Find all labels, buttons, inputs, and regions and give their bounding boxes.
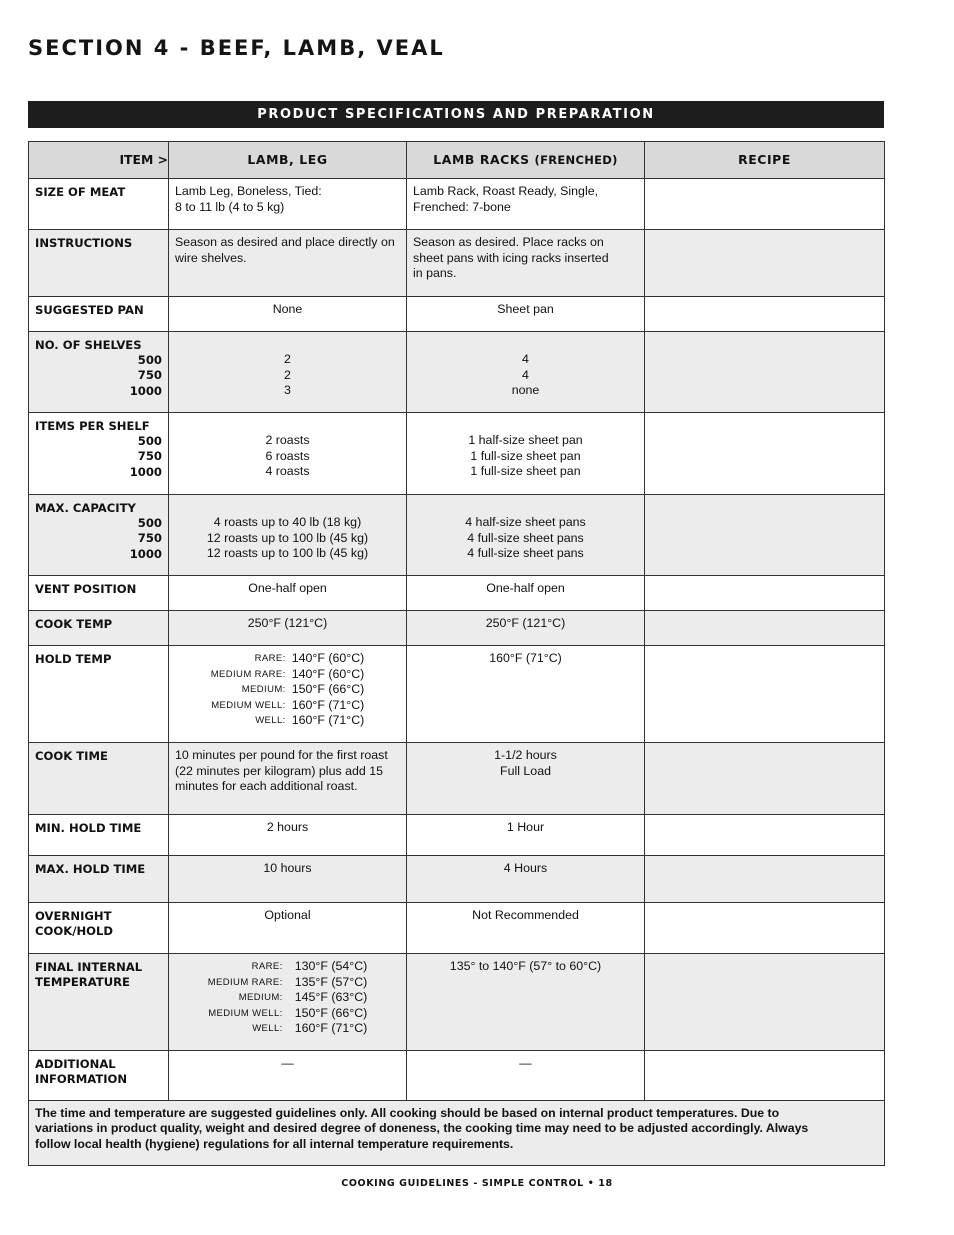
lamb-racks-cell: 135° to 140°F (57° to 60°C) [449,959,602,973]
line: (22 minutes per kilogram) plus add 15 [175,763,383,778]
table-row [29,903,885,954]
recipe-cell [645,576,885,611]
line: minutes for each additional roast. [175,779,358,794]
temperature-value: 160°F (71°C) [291,697,365,712]
table-row [29,1051,885,1101]
table-row [29,646,885,743]
label-text: TEMPERATURE [35,975,130,990]
lamb-leg-cell [169,332,406,399]
line: follow local health (hygiene) regulations for all internal temperature requirements. [35,1136,514,1151]
lamb-racks-cell: 160°F (71°C) [489,651,562,665]
size-label: 750 [137,449,162,464]
lamb-racks-cell: One-half open [486,581,565,595]
lamb-racks-cell [407,179,644,215]
doneness-list [175,651,400,729]
row-label: INSTRUCTIONS [35,236,133,250]
table-row [29,743,885,815]
doneness-label: MEDIUM RARE: [207,976,283,988]
line: Season as desired and place directly on [175,235,395,249]
recipe-cell [645,413,885,495]
line: 1 full-size sheet pan [470,464,581,479]
table-row [29,856,885,903]
size-label: 1000 [129,546,162,561]
item-header: ITEM > [29,142,169,179]
label-text: ITEMS PER SHELF [35,419,150,433]
temperature-value: 130°F (54°C) [294,959,368,973]
line: The time and temperature are suggested guidelines only. All cooking should be based on internal product temperatures. Due to [35,1106,780,1120]
line: 12 roasts up to 100 lb (45 kg) [206,546,369,561]
lamb-leg-cell: 2 hours [266,820,309,834]
size-label: 1000 [129,464,162,479]
row-label [29,903,168,939]
lamb-racks-header [407,142,645,179]
recipe-cell [645,179,885,230]
page-title: SECTION 4 - BEEF, LAMB, VEAL [28,36,445,60]
line: 4 full-size sheet pans [467,530,584,545]
line: wire shelves. [175,250,247,265]
label-text: MAX. CAPACITY [35,501,136,515]
lamb-racks-cell: Not Recommended [472,908,579,922]
doneness-label: MEDIUM: [238,992,283,1004]
lamb-racks-cell [407,495,644,562]
line: 2 roasts [265,433,310,447]
lamb-leg-cell [169,495,406,562]
lamb-leg-cell [169,413,406,480]
doneness-label: RARE: [254,653,286,664]
recipe-cell [645,815,885,856]
line: 4 roasts [265,464,310,479]
line: none [511,383,540,398]
line: 1 half-size sheet pan [468,433,583,447]
doneness-list [175,959,400,1037]
line: sheet pans with icing racks inserted [413,250,609,265]
guidelines-note [29,1101,884,1152]
line: 6 roasts [265,448,310,463]
line: 3 [284,383,291,398]
lamb-racks-title: LAMB RACKS [433,151,530,167]
temperature-value: 145°F (63°C) [294,990,368,1005]
row-label: SUGGESTED PAN [35,303,144,317]
recipe-cell [645,230,885,297]
line: 1-1/2 hours [494,748,557,762]
line: 8 to 11 lb (4 to 5 kg) [175,199,285,214]
line: 4 roasts up to 40 lb (18 kg) [213,515,362,529]
row-label [29,1051,168,1087]
recipe-cell [645,743,885,815]
specifications-table [28,141,885,1166]
table-row [29,230,885,297]
doneness-label: WELL: [255,715,286,727]
row-label: MIN. HOLD TIME [35,821,142,835]
lamb-leg-cell [169,230,406,266]
page-footer: COOKING GUIDELINES - SIMPLE CONTROL • 18 [341,1178,613,1189]
label-text: FINAL INTERNAL [35,960,143,974]
label-text: NO. OF SHELVES [35,338,142,352]
lamb-leg-cell [169,179,406,215]
line: 10 minutes per pound for the first roast [175,748,388,762]
lamb-leg-cell: Optional [264,908,311,922]
row-label: MAX. HOLD TIME [35,862,146,876]
label-text: INFORMATION [35,1072,128,1087]
lamb-racks-cell [407,230,644,282]
lamb-racks-cell: 4 Hours [503,861,548,875]
size-label: 500 [137,434,162,449]
size-label: 750 [137,368,162,383]
temperature-value: 140°F (60°C) [291,651,365,665]
table-row [29,413,885,495]
lamb-leg-cell [169,646,406,729]
lamb-racks-cell [407,332,644,399]
lamb-leg-cell: 10 hours [263,861,312,875]
line: Lamb Rack, Roast Ready, Single, [413,184,599,198]
line: in pans. [413,266,457,281]
recipe-cell [645,954,885,1051]
label-text: OVERNIGHT [35,909,112,923]
recipe-cell [645,332,885,413]
temperature-value: 160°F (71°C) [291,713,365,728]
label-text: ADDITIONAL [35,1057,116,1071]
doneness-label: MEDIUM WELL: [211,699,286,711]
table-row [29,495,885,576]
row-label: HOLD TEMP [35,652,112,666]
table-row [29,611,885,646]
table-row [29,1101,885,1166]
row-label [29,495,168,562]
recipe-cell [645,495,885,576]
line: variations in product quality, weight and desired degree of doneness, the cooking time may need to be adjusted accordingly. Always [35,1121,809,1136]
row-label: SIZE OF MEAT [35,185,126,199]
temperature-value: 140°F (60°C) [291,666,365,681]
table-header-row [29,142,885,179]
lamb-leg-header: LAMB, LEG [169,142,407,179]
lamb-racks-cell: Sheet pan [497,302,554,316]
lamb-racks-subtitle: (FRENCHED) [534,152,618,167]
label-text: COOK/HOLD [35,924,114,939]
temperature-value: 150°F (66°C) [294,1005,368,1020]
doneness-label: MEDIUM WELL: [208,1007,283,1019]
section-banner: PRODUCT SPECIFICATIONS AND PREPARATION [28,101,884,128]
recipe-cell [645,856,885,903]
recipe-cell [645,646,885,743]
row-label: COOK TIME [35,749,108,763]
doneness-label: RARE: [251,961,283,972]
lamb-racks-cell [407,413,644,480]
size-label: 750 [137,531,162,546]
line: 4 [522,352,529,366]
line: 4 half-size sheet pans [465,515,586,529]
size-label: 1000 [129,383,162,398]
lamb-leg-cell [169,743,406,795]
line: Frenched: 7-bone [413,199,511,214]
lamb-leg-cell [169,954,406,1037]
line: Season as desired. Place racks on [413,235,604,249]
row-label [29,332,168,399]
line: 4 full-size sheet pans [467,546,584,561]
line: Lamb Leg, Boneless, Tied: [175,184,322,198]
lamb-leg-cell: One-half open [248,581,327,595]
temperature-value: 150°F (66°C) [291,682,365,697]
lamb-leg-cell: 250°F (121°C) [247,616,328,630]
row-label [29,413,168,480]
row-label [29,954,168,990]
row-label: COOK TEMP [35,617,113,631]
table-row [29,297,885,332]
table-row [29,332,885,413]
doneness-label: MEDIUM: [241,684,286,696]
lamb-racks-cell [407,743,644,779]
line: 4 [522,367,529,382]
doneness-label: MEDIUM RARE: [210,668,286,680]
recipe-cell [645,611,885,646]
recipe-cell [645,297,885,332]
temperature-value: 160°F (71°C) [294,1021,368,1036]
line: 2 [284,352,291,366]
table-row [29,815,885,856]
lamb-racks-cell: — [519,1056,532,1070]
recipe-header: RECIPE [645,142,885,179]
size-label: 500 [137,516,162,531]
lamb-racks-cell: 1 Hour [506,820,545,834]
lamb-leg-cell: — [281,1056,294,1070]
recipe-cell [645,903,885,954]
line: Full Load [500,763,551,778]
line: 12 roasts up to 100 lb (45 kg) [206,530,369,545]
table-row [29,576,885,611]
doneness-label: WELL: [252,1023,283,1035]
lamb-leg-cell: None [272,302,303,316]
size-label: 500 [137,353,162,368]
row-label: VENT POSITION [35,582,137,596]
line: 2 [284,367,291,382]
temperature-value: 135°F (57°C) [294,974,368,989]
table-row [29,954,885,1051]
lamb-racks-cell: 250°F (121°C) [485,616,566,630]
line: 1 full-size sheet pan [470,448,581,463]
recipe-cell [645,1051,885,1101]
table-row [29,179,885,230]
